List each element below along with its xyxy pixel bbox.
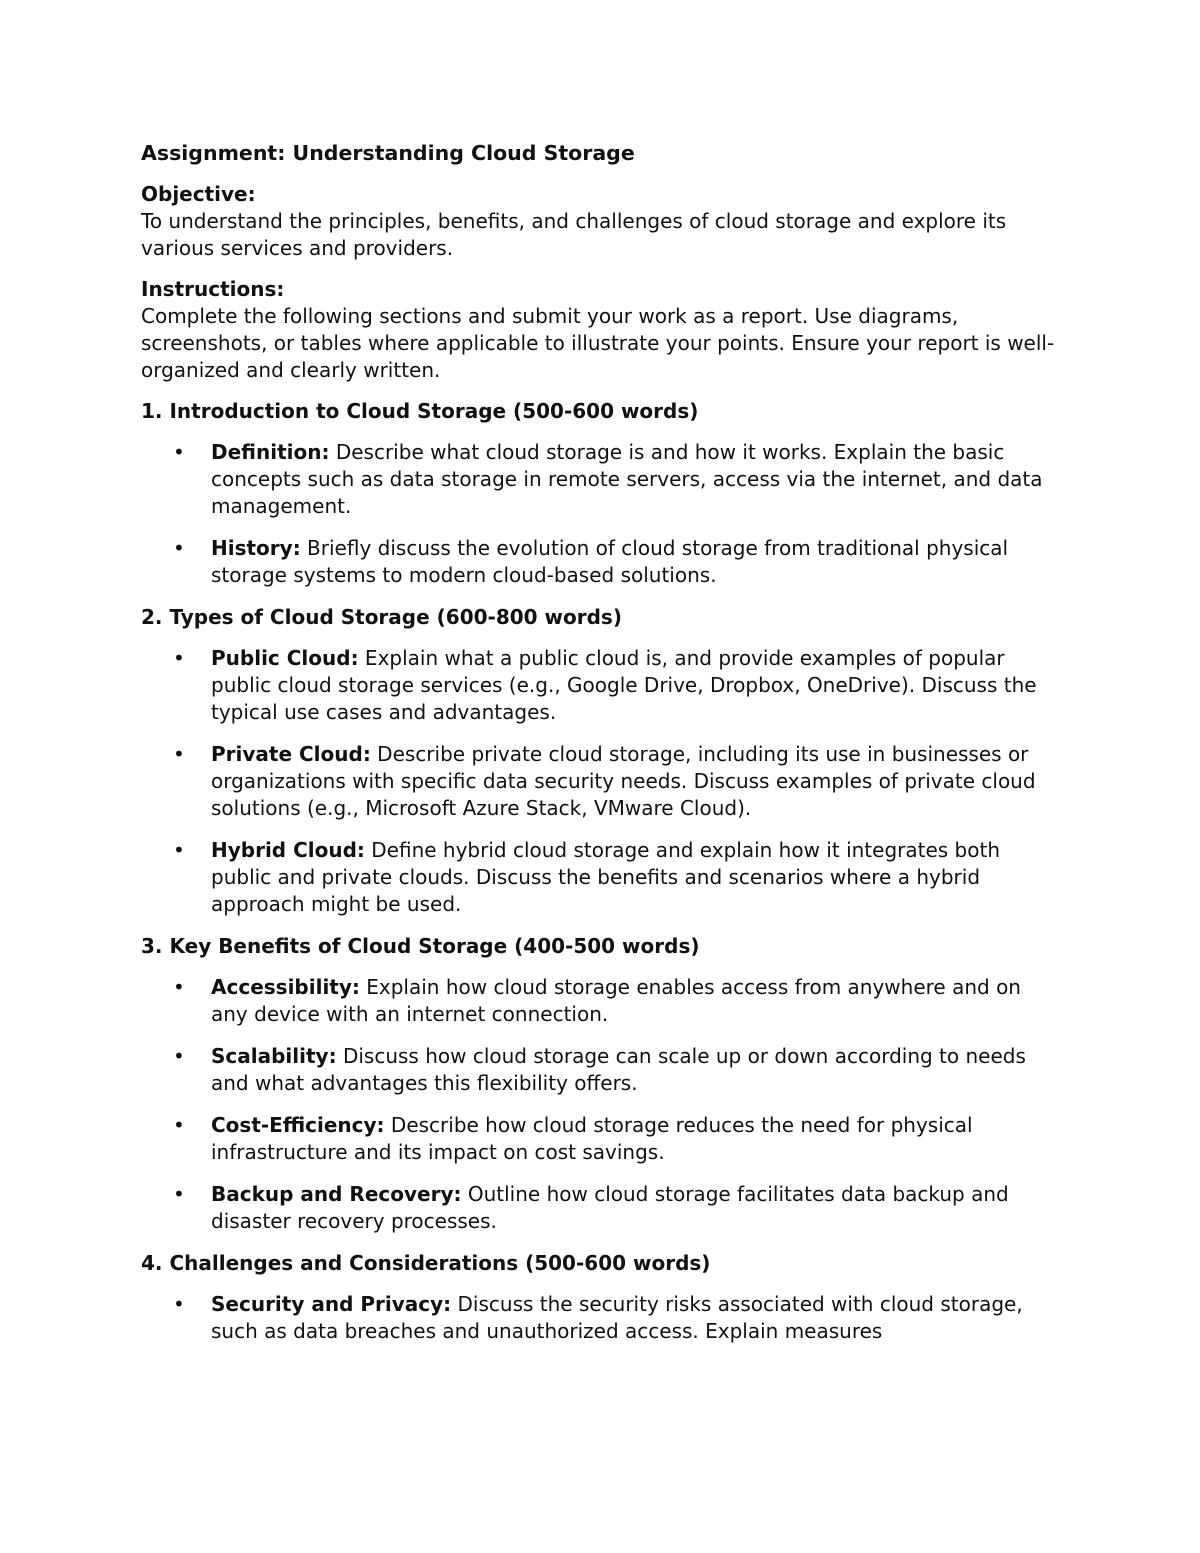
list-item bbox=[141, 439, 1061, 520]
item-text: Describe private cloud storage, including its use in businesses or organizations with specific data security needs. Discuss examples of private cloud solutions (e.g., Microsoft Azure Stack, VMware Cloud). bbox=[211, 742, 1036, 820]
section-heading: 3. Key Benefits of Cloud Storage (400-500 words) bbox=[141, 934, 700, 958]
item-term: Cost-Efficiency: bbox=[211, 1113, 385, 1137]
item-text: Outline how cloud storage facilitates data backup and disaster recovery processes. bbox=[211, 1182, 1009, 1233]
bullet-icon: • bbox=[173, 646, 185, 670]
list-item bbox=[141, 1043, 1061, 1097]
bullet-icon: • bbox=[173, 742, 185, 766]
bullet-icon: • bbox=[173, 536, 185, 560]
bullet-icon: • bbox=[173, 1182, 185, 1206]
item-term: Backup and Recovery: bbox=[211, 1182, 462, 1206]
item-text: Discuss the security risks associated with cloud storage, such as data breaches and unauthorized access. Explain measures bbox=[211, 1292, 1023, 1343]
section-item-list bbox=[141, 1291, 1061, 1345]
list-item bbox=[141, 837, 1061, 918]
section-challenges bbox=[141, 1250, 1061, 1345]
section-heading: 1. Introduction to Cloud Storage (500-600 words) bbox=[141, 399, 699, 423]
item-term: Public Cloud: bbox=[211, 646, 359, 670]
document-title: Assignment: Understanding Cloud Storage bbox=[141, 141, 635, 165]
section-benefits bbox=[141, 933, 1061, 1235]
item-text: Describe what cloud storage is and how it works. Explain the basic concepts such as data storage in remote servers, access via the internet, and data management. bbox=[211, 440, 1043, 518]
list-item bbox=[141, 741, 1061, 822]
item-text: Briefly discuss the evolution of cloud storage from traditional physical storage systems to modern cloud-based solutions. bbox=[211, 536, 1009, 587]
list-item bbox=[141, 1291, 1061, 1345]
instructions-label: Instructions: bbox=[141, 277, 285, 301]
item-text: Explain how cloud storage enables access from anywhere and on any device with an internet connection. bbox=[211, 975, 1021, 1026]
objective-text: To understand the principles, benefits, and challenges of cloud storage and explore its various services and providers. bbox=[141, 209, 1007, 260]
item-term: Scalability: bbox=[211, 1044, 337, 1068]
section-heading: 4. Challenges and Considerations (500-600 words) bbox=[141, 1251, 711, 1275]
bullet-icon: • bbox=[173, 1044, 185, 1068]
list-item bbox=[141, 1181, 1061, 1235]
item-term: Hybrid Cloud: bbox=[211, 838, 365, 862]
bullet-icon: • bbox=[173, 1292, 185, 1316]
section-introduction bbox=[141, 398, 1061, 589]
item-term: Private Cloud: bbox=[211, 742, 371, 766]
bullet-icon: • bbox=[173, 440, 185, 464]
section-item-list bbox=[141, 439, 1061, 589]
bullet-icon: • bbox=[173, 1113, 185, 1137]
bullet-icon: • bbox=[173, 838, 185, 862]
bullet-icon: • bbox=[173, 975, 185, 999]
section-heading: 2. Types of Cloud Storage (600-800 words) bbox=[141, 605, 622, 629]
item-term: History: bbox=[211, 536, 301, 560]
section-item-list bbox=[141, 974, 1061, 1235]
item-text: Discuss how cloud storage can scale up or down according to needs and what advantages this flexibility offers. bbox=[211, 1044, 1026, 1095]
section-types bbox=[141, 604, 1061, 918]
document-page bbox=[141, 139, 1061, 1360]
item-text: Define hybrid cloud storage and explain how it integrates both public and private clouds. Discuss the benefits and scenarios where a hybrid approach might be used. bbox=[211, 838, 1000, 916]
objective-label: Objective: bbox=[141, 182, 256, 206]
item-text: Explain what a public cloud is, and provide examples of popular public cloud storage services (e.g., Google Drive, Dropbox, OneDrive). Discuss the typical use cases and advantages. bbox=[211, 646, 1037, 724]
list-item bbox=[141, 974, 1061, 1028]
item-text: Describe how cloud storage reduces the need for physical infrastructure and its impact on cost savings. bbox=[211, 1113, 973, 1164]
list-item bbox=[141, 1112, 1061, 1166]
list-item bbox=[141, 645, 1061, 726]
section-item-list bbox=[141, 645, 1061, 918]
item-term: Security and Privacy: bbox=[211, 1292, 452, 1316]
item-term: Accessibility: bbox=[211, 975, 360, 999]
instructions-text: Complete the following sections and submit your work as a report. Use diagrams, screenshots, or tables where applicable to illustrate your points. Ensure your report is well-organized and clearly written. bbox=[141, 304, 1055, 382]
list-item bbox=[141, 535, 1061, 589]
item-term: Definition: bbox=[211, 440, 330, 464]
